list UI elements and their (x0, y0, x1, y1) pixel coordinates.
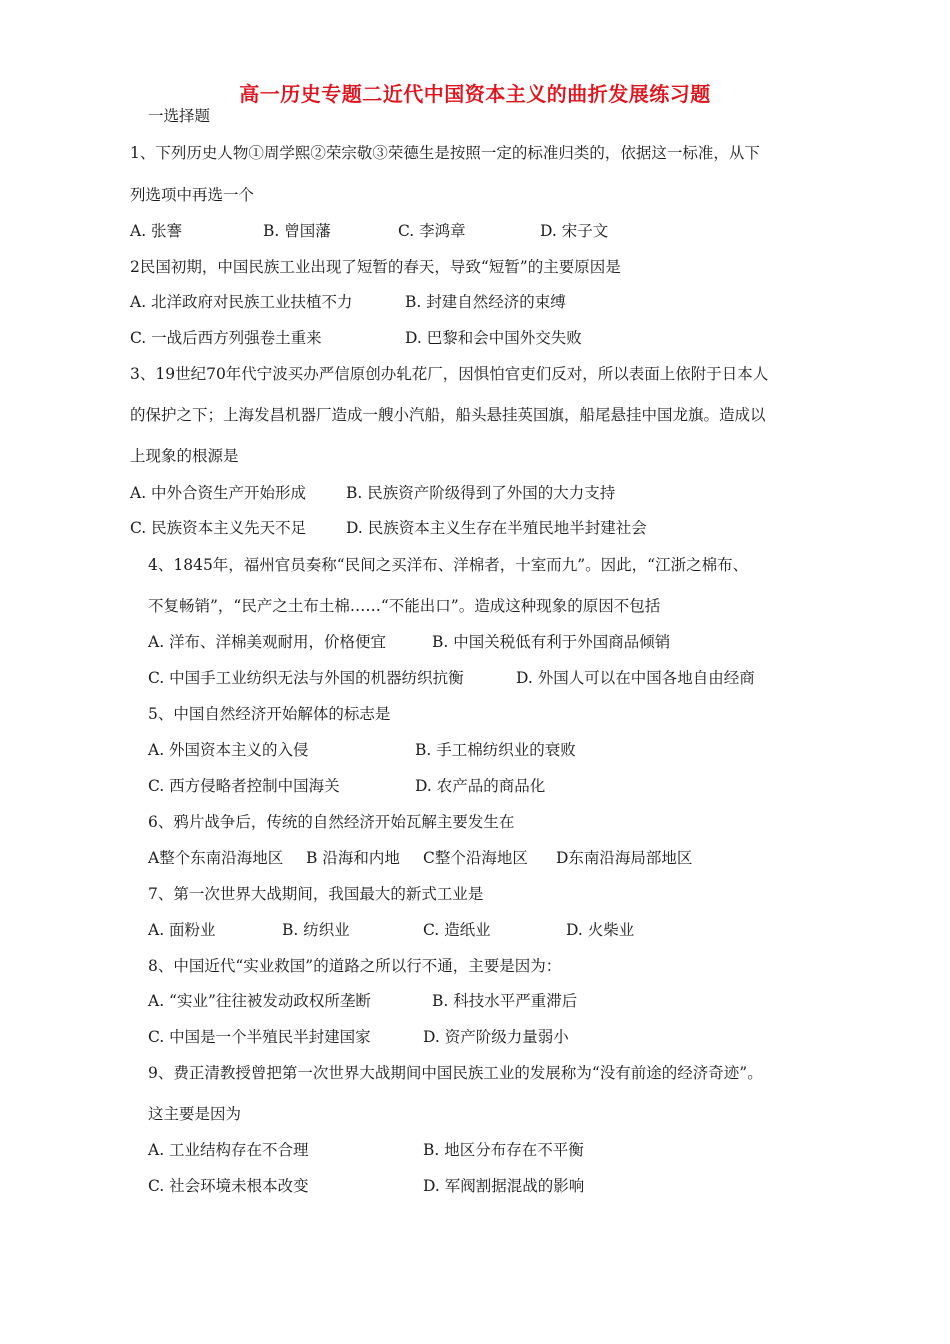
question-2-stem: 2民国初期，中国民族工业出现了短暂的春天，导致“短暂”的主要原因是 (130, 258, 621, 276)
question-5-option-d: D. 农产品的商品化 (415, 777, 546, 795)
question-8-option-c: C. 中国是一个半殖民半封建国家 (148, 1028, 371, 1046)
question-7-option-b: B. 纺织业 (282, 921, 350, 939)
page-title: 高一历史专题二近代中国资本主义的曲折发展练习题 (239, 82, 711, 106)
question-7-option-c: C. 造纸业 (423, 921, 491, 939)
question-2-option-a: A. 北洋政府对民族工业扶植不力 (130, 293, 353, 311)
question-8-option-d: D. 资产阶级力量弱小 (423, 1028, 569, 1046)
question-2-option-d: D. 巴黎和会中国外交失败 (405, 329, 582, 347)
question-2-option-b: B. 封建自然经济的束缚 (405, 293, 566, 311)
question-9-option-b: B. 地区分布存在不平衡 (423, 1141, 584, 1159)
question-3-option-b: B. 民族资产阶级得到了外国的大力支持 (346, 484, 616, 502)
question-7-stem: 7、第一次世界大战期间，我国最大的新式工业是 (148, 885, 484, 903)
question-3-stem-cont2: 上现象的根源是 (130, 447, 239, 465)
question-4-stem-cont: 不复畅销”，“民产之土布土棉……“不能出口”。造成这种现象的原因不包括 (148, 597, 661, 615)
question-9-stem: 9、费正清教授曾把第一次世界大战期间中国民族工业的发展称为“没有前途的经济奇迹”。 (148, 1064, 763, 1082)
question-6-stem: 6、鸦片战争后，传统的自然经济开始瓦解主要发生在 (148, 813, 515, 831)
question-9-option-c: C. 社会环境未根本改变 (148, 1177, 309, 1195)
question-8-stem: 8、中国近代“实业救国”的道路之所以行不通，主要是因为： (148, 957, 562, 975)
question-1-option-b: B. 曾国藩 (263, 222, 331, 240)
question-4-option-d: D. 外国人可以在中国各地自由经商 (516, 669, 755, 687)
question-5-option-b: B. 手工棉纺织业的衰败 (415, 741, 576, 759)
question-9-stem-cont: 这主要是因为 (148, 1105, 242, 1123)
question-3-stem: 3、19世纪70年代宁波买办严信原创办轧花厂，因惧怕官吏们反对，所以表面上依附于日本人 (130, 365, 769, 383)
question-8-option-b: B. 科技水平严重滞后 (432, 992, 578, 1010)
question-6-option-a: A整个东南沿海地区 (148, 849, 284, 867)
question-4-stem: 4、1845年，福州官员奏称“民间之买洋布、洋棉者，十室而九”。因此，“江浙之棉布、 (148, 556, 749, 574)
question-4-option-a: A. 洋布、洋棉美观耐用，价格便宜 (148, 633, 387, 651)
question-1-option-a: A. 张謇 (130, 222, 183, 240)
question-6-option-b: B 沿海和内地 (306, 849, 400, 867)
question-5-option-c: C. 西方侵略者控制中国海关 (148, 777, 340, 795)
section-heading: 一选择题 (148, 107, 211, 125)
question-3-option-d: D. 民族资本主义生存在半殖民地半封建社会 (346, 519, 647, 537)
question-9-option-d: D. 军阀割据混战的影响 (423, 1177, 585, 1195)
question-4-option-c: C. 中国手工业纺织无法与外国的机器纺织抗衡 (148, 669, 464, 687)
question-1-stem: 1、下列历史人物①周学熙②荣宗敬③荣德生是按照一定的标准归类的，依据这一标准，从下 (130, 144, 760, 162)
question-4-option-b: B. 中国关税低有利于外国商品倾销 (432, 633, 671, 651)
question-1-option-d: D. 宋子文 (540, 222, 609, 240)
question-3-option-c: C. 民族资本主义先天不足 (130, 519, 307, 537)
question-1-stem-cont: 列选项中再选一个 (130, 186, 255, 204)
question-8-option-a: A. “实业”往往被发动政权所垄断 (148, 992, 371, 1010)
question-7-option-a: A. 面粉业 (148, 921, 216, 939)
question-1-option-c: C. 李鸿章 (398, 222, 466, 240)
question-6-option-c: C整个沿海地区 (423, 849, 528, 867)
question-5-stem: 5、中国自然经济开始解体的标志是 (148, 705, 391, 723)
question-5-option-a: A. 外国资本主义的入侵 (148, 741, 309, 759)
question-7-option-d: D. 火柴业 (566, 921, 635, 939)
question-2-option-c: C. 一战后西方列强卷土重来 (130, 329, 322, 347)
question-3-option-a: A. 中外合资生产开始形成 (130, 484, 307, 502)
question-6-option-d: D东南沿海局部地区 (556, 849, 693, 867)
question-3-stem-cont: 的保护之下；上海发昌机器厂造成一艘小汽船，船头悬挂英国旗，船尾悬挂中国龙旗。造成以 (130, 406, 766, 424)
question-9-option-a: A. 工业结构存在不合理 (148, 1141, 309, 1159)
